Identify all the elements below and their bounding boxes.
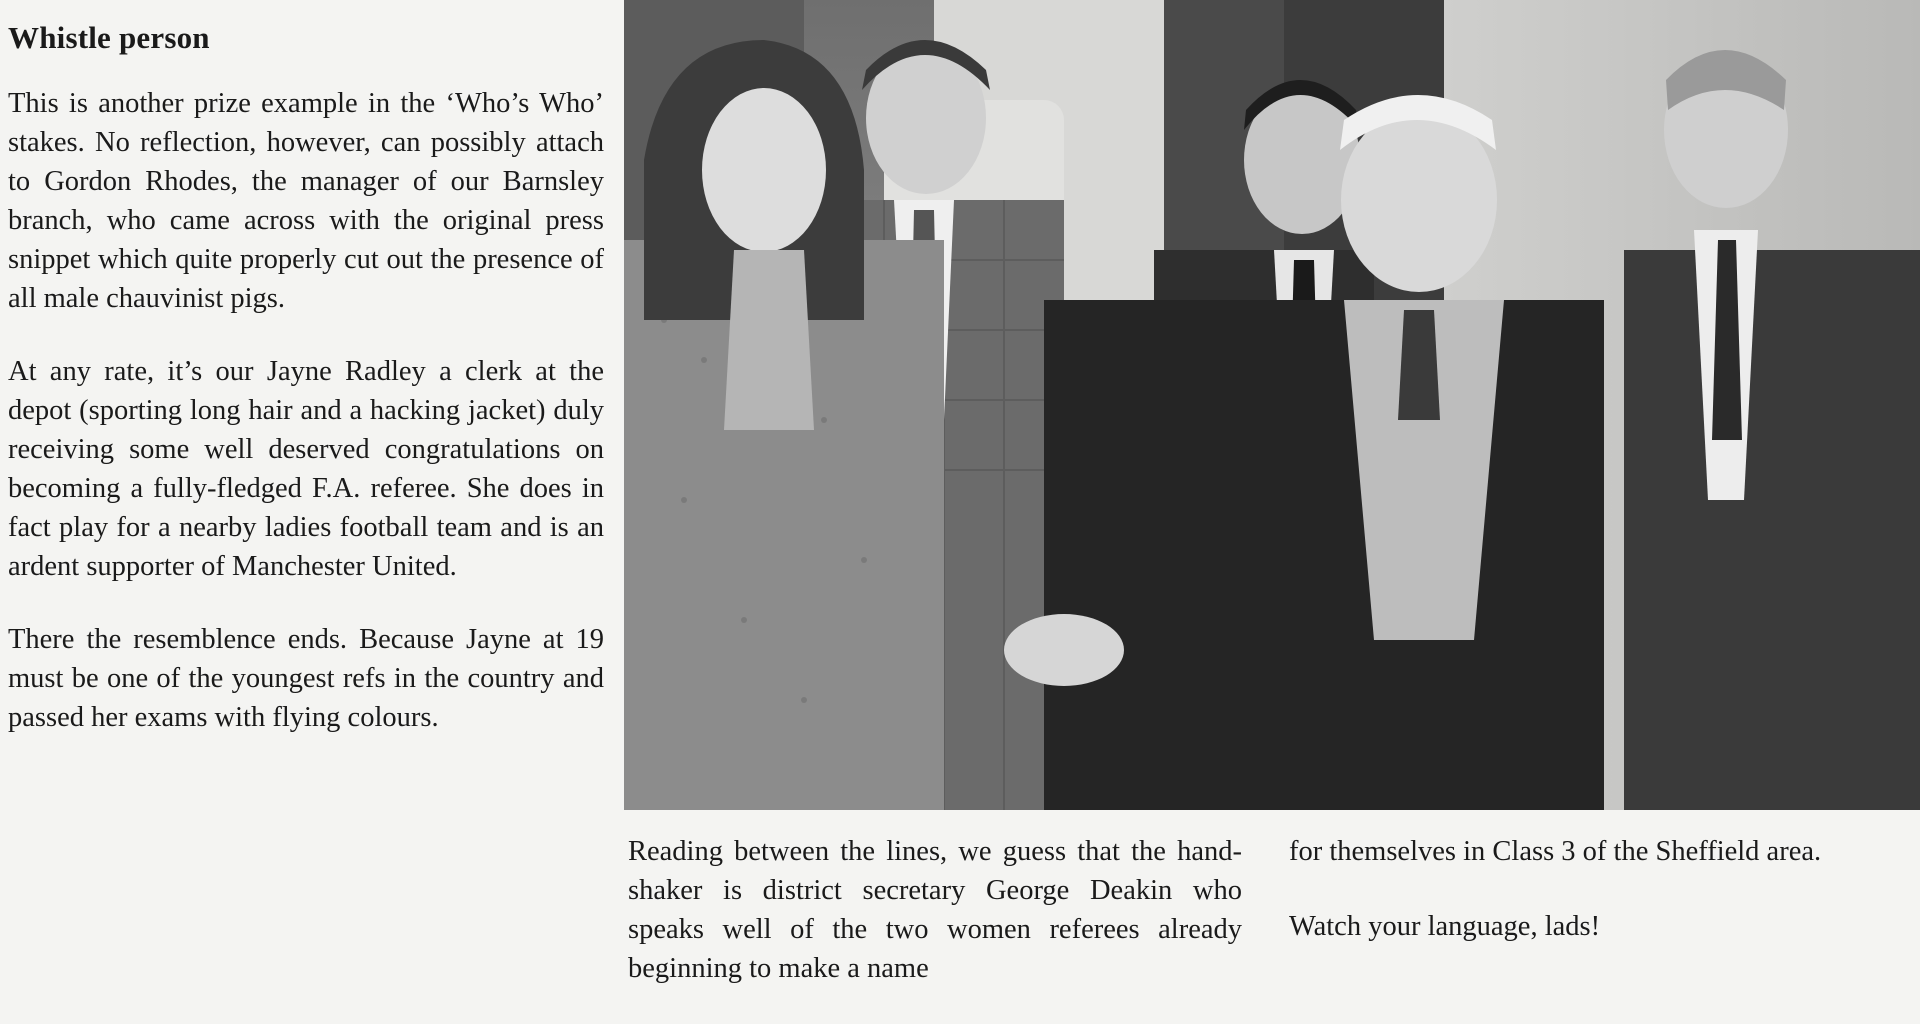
article-paragraph-2: At any rate, it’s our Jayne Radley a clerk at the depot (sporting long hair and a hacking jacket) duly receiving some well deserved congratulations on becoming a fully-fledged F.A. referee. She does in fact play for a nearby ladies football team and is an ardent supporter of Manchester United. — [8, 356, 604, 582]
photo-caption-left — [628, 832, 1242, 1024]
article-paragraph-1: This is another prize example in the ‘Who’s Who’ stakes. No reflection, however, can possibly attach to Gordon Rhodes, the manager of our Barnsley branch, who came across with the original press snippet which quite properly cut out the presence of all male chauvinist pigs. — [8, 88, 604, 314]
group-photograph — [624, 0, 1920, 810]
article-headline: Whistle person — [8, 20, 210, 55]
caption-paragraph-1: Reading between the lines, we guess that the hand-shaker is district secretary George Deakin who speaks well of the two women referees already beginning to make a name — [628, 836, 1242, 984]
photo-caption-right — [1289, 832, 1903, 982]
caption-paragraph-2: for themselves in Class 3 of the Sheffield area. — [1289, 836, 1822, 867]
caption-paragraph-3: Watch your language, lads! — [1289, 911, 1601, 942]
article-column — [8, 14, 604, 771]
article-paragraph-3: There the resemblence ends. Because Jayne at 19 must be one of the youngest refs in the country and passed her exams with flying colours. — [8, 624, 604, 733]
